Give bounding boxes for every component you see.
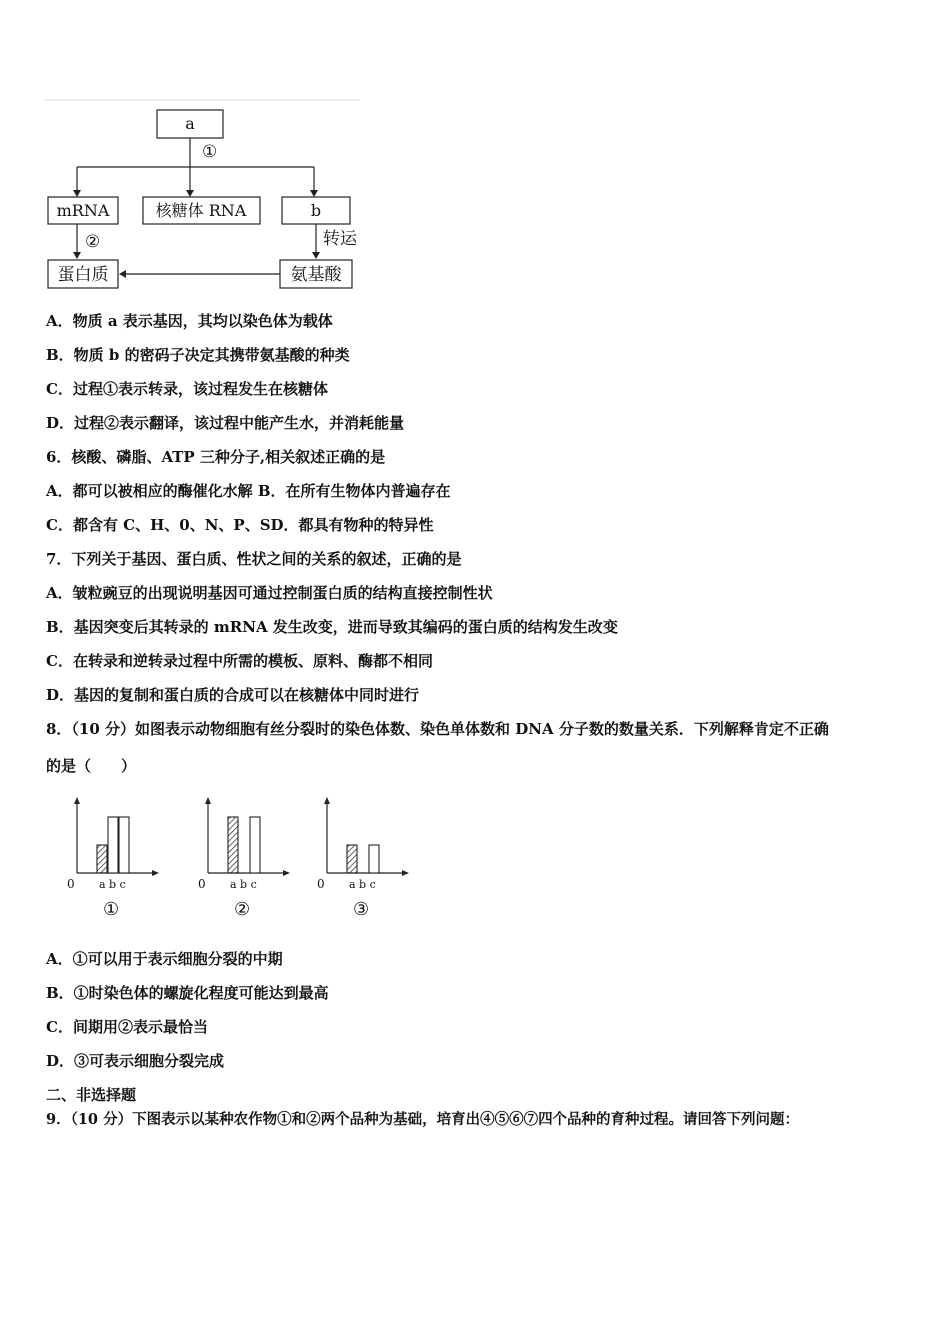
section-heading: 二、非选择题 bbox=[46, 1086, 137, 1104]
chart1-x-arrow bbox=[152, 870, 159, 876]
q8-option-a: A．①可以用于表示细胞分裂的中期 bbox=[46, 950, 283, 968]
chart1-caption: ① bbox=[103, 899, 120, 920]
q7-option-a: A．皱粒豌豆的出现说明基因可通过控制蛋白质的结构直接控制性状 bbox=[46, 584, 493, 602]
box-rrna-label: 核糖体 RNA bbox=[155, 201, 247, 220]
chart1-origin-label: 0 bbox=[67, 877, 75, 891]
q8-option-d: D．③可表示细胞分裂完成 bbox=[46, 1052, 225, 1070]
chart3-origin-label: 0 bbox=[317, 877, 325, 891]
q5-option-a: A．物质 a 表示基因，其均以染色体为载体 bbox=[46, 312, 333, 330]
box-protein-label: 蛋白质 bbox=[57, 265, 109, 285]
box-aa-label: 氨基酸 bbox=[290, 265, 342, 285]
box-a-label: a bbox=[185, 114, 195, 133]
chart2-y-arrow bbox=[205, 797, 211, 804]
q7-option-d: D．基因的复制和蛋白质的合成可以在核糖体中同时进行 bbox=[46, 686, 420, 704]
transport-label: 转运 bbox=[323, 229, 357, 249]
chart3-x-arrow bbox=[402, 870, 409, 876]
chart1-y-arrow bbox=[74, 797, 80, 804]
q5-option-b: B．物质 b 的密码子决定其携带氨基酸的种类 bbox=[46, 346, 350, 364]
gene-expression-diagram bbox=[40, 98, 370, 298]
q8-stem-line1: 8．（10 分）如图表示动物细胞有丝分裂时的染色体数、染色单体数和 DNA 分子数的数量关系．下列解释肯定不正确 bbox=[46, 720, 829, 738]
step1-label: ① bbox=[202, 142, 218, 162]
chart2-bar-a bbox=[228, 817, 238, 873]
q5-option-c: C．过程①表示转录，该过程发生在核糖体 bbox=[46, 380, 328, 398]
chart3-y-arrow bbox=[324, 797, 330, 804]
chart1-bar-b bbox=[108, 817, 118, 873]
q7-option-b: B．基因突变后其转录的 mRNA 发生改变，进而导致其编码的蛋白质的结构发生改变 bbox=[46, 618, 618, 636]
chart1-category-labels: a b c bbox=[99, 878, 126, 891]
chart3-caption: ③ bbox=[353, 899, 370, 920]
chart3-category-labels: a b c bbox=[349, 878, 376, 891]
chart1-bar-c bbox=[119, 817, 129, 873]
q7-option-c: C．在转录和逆转录过程中所需的模板、原料、酶都不相同 bbox=[46, 652, 433, 670]
q9-stem: 9．（10 分）下图表示以某种农作物①和②两个品种为基础，培育出④⑤⑥⑦四个品种的育种过程。请回答下列问题： bbox=[46, 1111, 800, 1128]
q8-stem-line2: 的是（ ） bbox=[46, 757, 137, 775]
step2-label: ② bbox=[85, 232, 101, 252]
q6-stem: 6．核酸、磷脂、ATP 三种分子,相关叙述正确的是 bbox=[46, 448, 386, 466]
q8-option-c: C．间期用②表示最恰当 bbox=[46, 1018, 208, 1036]
q7-stem: 7．下列关于基因、蛋白质、性状之间的关系的叙述，正确的是 bbox=[46, 550, 462, 568]
chart2-caption: ② bbox=[234, 899, 251, 920]
q5-option-d: D．过程②表示翻译，该过程中能产生水，并消耗能量 bbox=[46, 414, 405, 432]
chart3-bar-a bbox=[347, 845, 357, 873]
q8-option-b: B．①时染色体的螺旋化程度可能达到最高 bbox=[46, 984, 329, 1002]
box-mrna-label: mRNA bbox=[56, 201, 110, 220]
box-b-label: b bbox=[310, 201, 322, 220]
chart2-origin-label: 0 bbox=[198, 877, 206, 891]
q6-options-line1: A．都可以被相应的酶催化水解 B．在所有生物体内普遍存在 bbox=[46, 482, 451, 500]
q6-options-line2: C．都含有 C、H、0、N、P、SD．都具有物种的特异性 bbox=[46, 516, 434, 534]
q8-bar-charts bbox=[65, 795, 445, 925]
chart3-bar-c bbox=[369, 845, 379, 873]
chart2-bar-c bbox=[250, 817, 260, 873]
chart2-x-arrow bbox=[283, 870, 290, 876]
chart1-bar-a bbox=[97, 845, 107, 873]
chart2-category-labels: a b c bbox=[230, 878, 257, 891]
